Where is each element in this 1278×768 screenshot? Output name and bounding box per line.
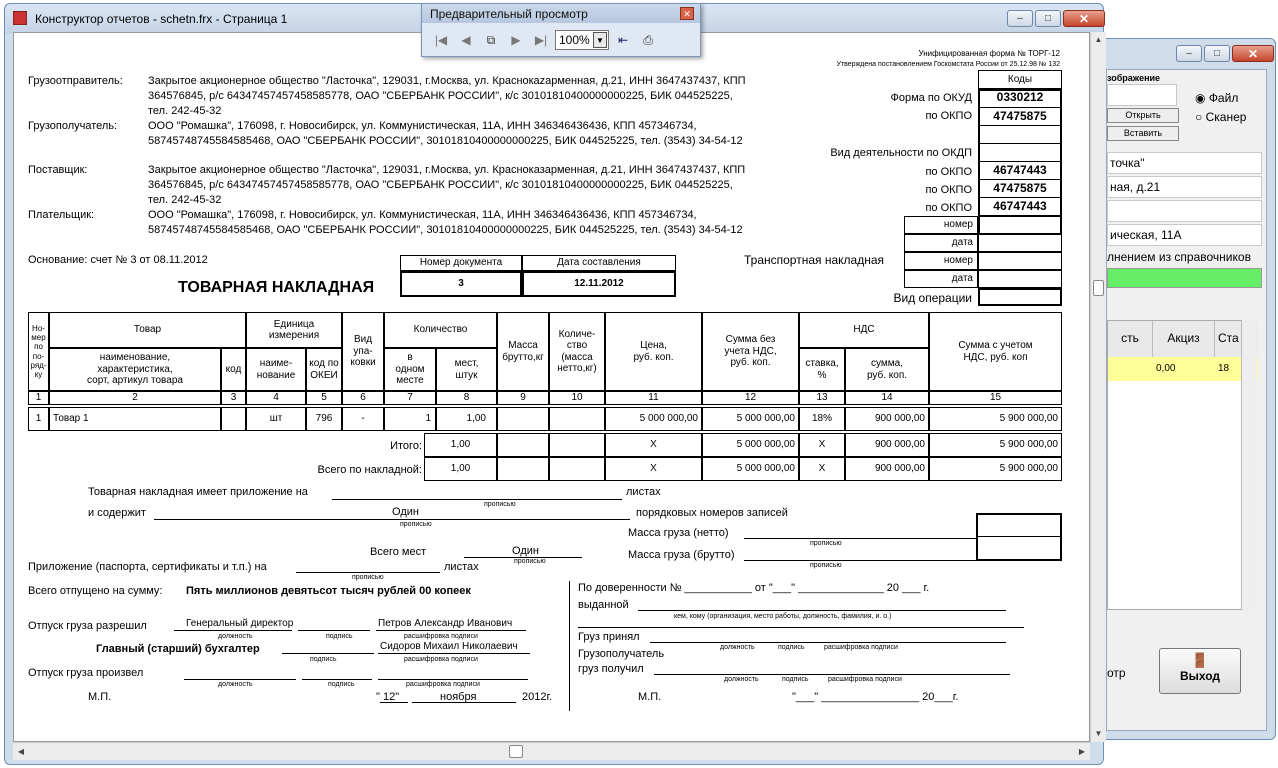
exit-icon: 🚪 xyxy=(1191,652,1209,668)
release-month: ноября xyxy=(440,691,477,703)
exit-button[interactable] xyxy=(1159,648,1241,694)
th-unit-name: наиме- нование xyxy=(246,348,306,391)
horizontal-scroll-thumb[interactable] xyxy=(509,745,523,758)
form-name: Унифицированная форма № ТОРГ-12 xyxy=(918,49,1060,58)
itogo-x: X xyxy=(605,433,702,457)
places-value: Один xyxy=(512,545,539,557)
col-num: 8 xyxy=(436,391,497,405)
approved-text: Утверждена постановлением Госкомстата России от 25.12.98 № 132 xyxy=(836,61,1060,68)
operation-value xyxy=(978,288,1062,306)
accountant-sign-caption: подпись xyxy=(310,656,337,663)
scroll-right-icon[interactable]: ▶ xyxy=(1078,747,1086,756)
close-icon[interactable]: ✕ xyxy=(1232,45,1274,62)
itogo-qty-net xyxy=(549,433,605,457)
signature-divider xyxy=(569,581,570,711)
nomer-label-1: номер xyxy=(904,216,978,234)
field-address2[interactable]: ическая, 11А xyxy=(1107,224,1262,246)
doc-date-label: Дата составления xyxy=(522,255,676,271)
okpo-code-4: 46747443 xyxy=(978,198,1062,216)
vertical-scroll-thumb[interactable] xyxy=(1093,280,1104,296)
release-done-label: Отпуск груза произвел xyxy=(28,667,144,679)
col-num: 7 xyxy=(384,391,436,405)
appendix-line xyxy=(296,572,440,573)
image-box[interactable] xyxy=(1107,84,1177,106)
release-year: 2012г. xyxy=(522,691,553,703)
release-allowed-label: Отпуск груза разрешил xyxy=(28,620,147,632)
th-sum: Сумма без учета НДС, руб. коп. xyxy=(702,312,799,391)
director-position: Генеральный директор xyxy=(186,618,294,629)
mass-net-line xyxy=(744,538,976,539)
col-num: 6 xyxy=(342,391,384,405)
th-one-place: в одном месте xyxy=(384,348,436,391)
accepted-line xyxy=(650,642,1006,643)
done-position-caption: должность xyxy=(218,681,253,688)
data-label-2: дата xyxy=(904,270,978,288)
itogo-vat: 900 000,00 xyxy=(845,433,929,457)
supplier-line-1: Закрытое акционерное общество "Ласточка", 129031, г.Москва, ул. Красноказарменная, д.21, ИНН 3647437437, КПП xyxy=(148,164,746,176)
shipper-line-3: тел. 242-45-32 xyxy=(148,105,222,117)
vsego-total: 5 900 000,00 xyxy=(929,457,1062,481)
col-num: 11 xyxy=(605,391,702,405)
col-num: 12 xyxy=(702,391,799,405)
data-label-1: дата xyxy=(904,234,978,252)
okpo-label: по ОКПО xyxy=(925,110,972,122)
document-page xyxy=(13,32,1090,742)
grid[interactable] xyxy=(1107,320,1257,610)
transport-label: Транспортная накладная xyxy=(744,253,885,267)
received-decode-caption: расшифровка подписи xyxy=(828,676,902,683)
vsego-places: 1,00 xyxy=(424,457,497,481)
okud-code: 0330212 xyxy=(978,89,1062,108)
issued-label: выданной xyxy=(578,599,629,611)
vsego-vat: 900 000,00 xyxy=(845,457,929,481)
radio-file-label: Файл xyxy=(1208,91,1239,105)
row-one-place: 1 xyxy=(384,407,436,431)
done-sign-line xyxy=(302,679,372,680)
col-num: 3 xyxy=(221,391,246,405)
vsego-x2: X xyxy=(799,457,845,481)
close-icon[interactable]: ✕ xyxy=(1063,10,1105,27)
fill-hint: лнением из справочников xyxy=(1107,250,1251,264)
attach-sheets: листах xyxy=(626,486,661,498)
th-num: Но- мер по по- ряд- ку xyxy=(28,312,49,391)
th-qty-net: Количе- ство (масса нетто,кг) xyxy=(549,312,605,391)
radio-file[interactable]: ◉ Файл xyxy=(1195,91,1239,105)
data-value-2 xyxy=(978,270,1062,288)
main-window xyxy=(4,3,1104,765)
accountant-name: Сидоров Михаил Николаевич xyxy=(380,641,518,652)
preview-close-icon[interactable]: ✕ xyxy=(680,7,694,20)
col-num: 15 xyxy=(929,391,1062,405)
okdp-code xyxy=(978,144,1062,162)
th-name: наименование, характеристика, сорт, артикул товара xyxy=(49,348,221,391)
minimize-icon[interactable]: – xyxy=(1176,45,1202,62)
footer-label: отр xyxy=(1107,666,1126,680)
vsego-mass xyxy=(497,457,549,481)
done-name-line xyxy=(378,679,528,680)
grid-row-selected[interactable] xyxy=(1108,357,1258,381)
zoom-value: 100% xyxy=(559,33,590,47)
director-line xyxy=(174,630,292,631)
stamp-right: М.П. xyxy=(638,691,662,703)
shipper-line-1: Закрытое акционерное общество "Ласточка", 129031, г.Москва, ул. Краснокazарменная, д.21, ИНН 3647437437, КПП xyxy=(148,75,746,87)
col-num: 1 xyxy=(28,391,49,405)
empty-code-1 xyxy=(978,126,1062,144)
exit-preview-icon[interactable]: ⇤ xyxy=(617,33,629,47)
contains-value: Один xyxy=(392,506,419,518)
vsego-x: X xyxy=(605,457,702,481)
vsego-label: Всего по накладной: xyxy=(317,464,422,476)
green-bar-fill xyxy=(1108,269,1261,287)
row-mass xyxy=(497,407,549,431)
consignee-sign-label: Грузополучатель xyxy=(578,648,665,660)
itogo-x2: X xyxy=(799,433,845,457)
app-icon xyxy=(13,11,27,25)
window-title: Конструктор отчетов - schetn.frx - Страница 1 xyxy=(35,12,288,26)
background-window xyxy=(1097,38,1276,740)
scroll-up-icon[interactable]: ▲ xyxy=(1094,35,1103,44)
issued-caption: кем, кому (организация, место работы, должность, фамилия, и. о.) xyxy=(674,613,892,620)
row-places: 1,00 xyxy=(436,407,497,431)
mass-br-line xyxy=(744,560,976,561)
th-mass: Масса брутто,кг xyxy=(497,312,549,391)
received-pos-caption: должность xyxy=(724,676,759,683)
total-amount-words: Пять миллионов девятьсот тысяч рублей 00 копеек xyxy=(186,585,471,597)
supplier-line-2: 364576845, р/с 64347457457458585778, ОАО "СБЕРБАНК РОССИИ", к/с 30101810400000000225, БИК 044525225, xyxy=(148,179,733,191)
minimize-icon[interactable]: – xyxy=(1007,10,1033,27)
vsego-qty-net xyxy=(549,457,605,481)
consignee-label: Грузополучатель: xyxy=(28,120,118,132)
mass-br-propisyu: прописью xyxy=(810,562,842,569)
okpo-label-4: по ОКПО xyxy=(925,202,972,214)
total-amount-label: Всего отпущено на сумму: xyxy=(28,585,163,597)
issued-line-2 xyxy=(578,627,1024,628)
row-price: 5 000 000,00 xyxy=(605,407,702,431)
contains-label: и содержит xyxy=(88,507,146,519)
first-page-icon[interactable]: |◀ xyxy=(434,33,448,47)
done-decode-caption: расшифровка подписи xyxy=(406,681,480,688)
zoom-select[interactable] xyxy=(555,30,609,50)
shipper-label: Грузоотправитель: xyxy=(28,75,123,87)
okud-label: Форма по ОКУД xyxy=(890,92,972,104)
codes-header: Коды xyxy=(978,70,1062,89)
th-total: Сумма с учетом НДС, руб. коп xyxy=(929,312,1062,391)
accountant-label: Главный (старший) бухгалтер xyxy=(96,643,260,655)
grid-header-2[interactable]: Акциз xyxy=(1153,321,1215,357)
maximize-icon[interactable]: □ xyxy=(1204,45,1230,62)
attach-line xyxy=(332,499,622,500)
row-unit: шт xyxy=(246,407,306,431)
grid-cell-akciz: 0,00 xyxy=(1156,363,1176,374)
okpo-code-2: 46747443 xyxy=(978,162,1062,180)
accountant-sign-line xyxy=(282,653,374,654)
appendix-sheets: листах xyxy=(444,561,479,573)
accountant-name-line xyxy=(378,653,530,654)
issued-line xyxy=(638,610,1006,611)
mass-net-label: Масса груза (нетто) xyxy=(628,527,729,539)
preview-title-bar xyxy=(422,4,700,23)
nomer-value-1 xyxy=(978,216,1062,234)
row-name: Товар 1 xyxy=(49,407,221,431)
field-address[interactable]: ная, д.21 xyxy=(1107,176,1262,198)
col-num: 5 xyxy=(306,391,342,405)
attach-propisyu: прописью xyxy=(484,501,516,508)
contains-line xyxy=(154,519,630,520)
preview-tools xyxy=(422,23,700,57)
row-okei: 796 xyxy=(306,407,342,431)
vertical-scrollbar[interactable] xyxy=(1090,32,1106,742)
doc-number: 3 xyxy=(400,271,522,297)
day-line xyxy=(380,702,408,703)
scroll-down-icon[interactable]: ▼ xyxy=(1094,729,1103,738)
th-pack: Вид упа- ковки xyxy=(342,312,384,391)
scroll-left-icon[interactable]: ◀ xyxy=(17,747,25,756)
th-price: Цена, руб. коп. xyxy=(605,312,702,391)
contains-propisyu: прописью xyxy=(400,521,432,528)
done-sign-caption: подпись xyxy=(328,681,355,688)
preview-title: Предварительный просмотр xyxy=(430,7,588,21)
radio-scanner-label: Сканер xyxy=(1205,110,1247,124)
th-code: код xyxy=(221,348,246,391)
accepted-decode-caption: расшифровка подписи xyxy=(824,644,898,651)
col-num: 2 xyxy=(49,391,221,405)
itogo-total: 5 900 000,00 xyxy=(929,433,1062,457)
th-places: мест, штук xyxy=(436,348,497,391)
itogo-mass xyxy=(497,433,549,457)
received-line xyxy=(654,674,1010,675)
col-num: 14 xyxy=(845,391,929,405)
nomer-value-2 xyxy=(978,252,1062,270)
receive-date: "___" ________________ 20___г. xyxy=(792,691,959,703)
row-pack: - xyxy=(342,407,384,431)
itogo-places: 1,00 xyxy=(424,433,497,457)
sign-caption: подпись xyxy=(326,633,353,640)
mass-box-divider xyxy=(976,536,1062,537)
next-page-icon[interactable]: ▶ xyxy=(511,33,521,47)
okdp-label: Вид деятельности по ОКДП xyxy=(830,147,972,159)
col-num: 10 xyxy=(549,391,605,405)
itogo-label: Итого: xyxy=(390,440,422,452)
field-name[interactable]: точка" xyxy=(1107,152,1262,174)
doc-number-label: Номер документа xyxy=(400,255,522,271)
accepted-pos-caption: должность xyxy=(720,644,755,651)
row-sum: 5 000 000,00 xyxy=(702,407,799,431)
mass-br-label: Масса груза (брутто) xyxy=(628,549,735,561)
proxy-line: По доверенности № ___________ от "___" ______________ 20 ___ г. xyxy=(578,582,930,594)
attach-label: Товарная накладная имеет приложение на xyxy=(88,486,308,498)
row-total: 5 900 000,00 xyxy=(929,407,1062,431)
grid-header-3[interactable]: Ста xyxy=(1215,321,1258,357)
nomer-label-2: номер xyxy=(904,252,978,270)
bg-window-buttons xyxy=(1176,45,1274,62)
last-page-icon[interactable]: ▶| xyxy=(534,33,548,47)
horizontal-scrollbar[interactable] xyxy=(13,742,1090,760)
basis: Основание: счет № 3 от 08.11.2012 xyxy=(28,254,208,266)
payer-line-2: 58745748745584585468, ОАО "СБЕРБАНК РОССИИ", 30101810400000000225, БИК 044525225, тел. (3543) 34-54-12 xyxy=(148,224,743,236)
data-value-1 xyxy=(978,234,1062,252)
row-vat-sum: 900 000,00 xyxy=(845,407,929,431)
exit-label: Выход xyxy=(1179,669,1221,683)
position-caption: должность xyxy=(218,633,253,640)
row-code xyxy=(221,407,246,431)
open-button[interactable]: Открыть xyxy=(1107,108,1179,123)
th-vat-sum: сумма, руб. коп. xyxy=(845,348,929,391)
mass-box xyxy=(976,513,1062,561)
okpo-label-2: по ОКПО xyxy=(925,166,972,178)
appendix-label: Приложение (паспорта, сертификаты и т.п.) на xyxy=(28,561,267,573)
th-qty: Количество xyxy=(384,312,497,348)
places-label: Всего мест xyxy=(370,546,427,558)
col-num: 9 xyxy=(497,391,549,405)
preview-toolbar-window xyxy=(421,3,701,57)
grid-scrollbar[interactable] xyxy=(1241,320,1257,610)
month-line xyxy=(412,702,516,703)
th-unit: Единица измерения xyxy=(246,312,342,348)
payer-line-1: ООО "Ромашка", 176098, г. Новосибирск, ул. Коммунистическая, 11А, ИНН 346346436436, КПП 457346734, xyxy=(148,209,697,221)
paste-button[interactable]: Вставить xyxy=(1107,126,1179,141)
print-icon[interactable]: ⎙ xyxy=(643,32,653,47)
row-vat-rate: 18% xyxy=(799,407,845,431)
th-goods: Товар xyxy=(49,312,246,348)
appendix-propisyu: прописью xyxy=(352,574,384,581)
operation-label: Вид операции xyxy=(893,291,972,305)
payer-label: Плательщик: xyxy=(28,209,95,221)
col-num: 4 xyxy=(246,391,306,405)
grid-header-1[interactable]: сть xyxy=(1108,321,1153,357)
itogo-sum: 5 000 000,00 xyxy=(702,433,799,457)
director-sign-line xyxy=(298,630,370,631)
stamp-left: М.П. xyxy=(88,691,112,703)
supplier-line-3: тел. 242-45-32 xyxy=(148,194,222,206)
th-vat-rate: ставка, % xyxy=(799,348,845,391)
received-label: груз получил xyxy=(578,663,644,675)
doc-date: 12.11.2012 xyxy=(522,271,676,297)
shipper-line-2: 364576845, р/с 64347457457458585778, ОАО "СБЕРБАНК РОССИИ", к/с 30101810400000000225, БИК 044525225, xyxy=(148,90,733,102)
green-bar xyxy=(1107,268,1262,288)
received-sign-caption: подпись xyxy=(782,676,809,683)
accepted-label: Груз принял xyxy=(578,631,640,643)
vsego-sum: 5 000 000,00 xyxy=(702,457,799,481)
maximize-icon[interactable]: □ xyxy=(1035,10,1061,27)
accountant-decode-caption: расшифровка подписи xyxy=(404,656,478,663)
okpo-code-3: 47475875 xyxy=(978,180,1062,198)
radio-scanner[interactable]: ○ Сканер xyxy=(1195,110,1247,124)
director-name: Петров Александр Иванович xyxy=(378,618,513,629)
dropdown-arrow-icon[interactable]: ▼ xyxy=(593,32,607,48)
okpo-label-3: по ОКПО xyxy=(925,184,972,196)
records-label: порядковых номеров записей xyxy=(636,507,788,519)
consignee-line-2: 58745748745584585468, ОАО "СБЕРБАНК РОССИИ", 30101810400000000225, БИК 044525225, тел. (3543) 34-54-12 xyxy=(148,135,743,147)
copy-icon[interactable]: ⧉ xyxy=(486,32,496,47)
prev-page-icon[interactable]: ◀ xyxy=(461,33,471,47)
mass-net-propisyu: прописью xyxy=(810,540,842,547)
grid-cell-rate: 18 xyxy=(1218,363,1230,374)
places-propisyu: прописью xyxy=(514,558,546,565)
accepted-sign-caption: подпись xyxy=(778,644,805,651)
col-num: 13 xyxy=(799,391,845,405)
th-vat: НДС xyxy=(799,312,929,348)
director-name-line xyxy=(376,630,526,631)
consignee-line-1: ООО "Ромашка", 176098, г. Новосибирск, ул. Коммунистическая, 11А, ИНН 346346436436, КПП 457346734, xyxy=(148,120,697,132)
decode-caption: расшифровка подписи xyxy=(404,633,478,640)
row-num: 1 xyxy=(28,407,49,431)
image-label: зображение xyxy=(1107,73,1161,83)
release-day: " 12" xyxy=(376,691,400,703)
window-buttons xyxy=(1007,10,1105,27)
done-position-line xyxy=(184,679,296,680)
supplier-label: Поставщик: xyxy=(28,164,88,176)
row-qty-net xyxy=(549,407,605,431)
document-title: ТОВАРНАЯ НАКЛАДНАЯ xyxy=(178,279,375,296)
field-3[interactable] xyxy=(1107,200,1262,222)
okpo-code-1: 47475875 xyxy=(978,108,1062,126)
th-okei: код по ОКЕИ xyxy=(306,348,342,391)
